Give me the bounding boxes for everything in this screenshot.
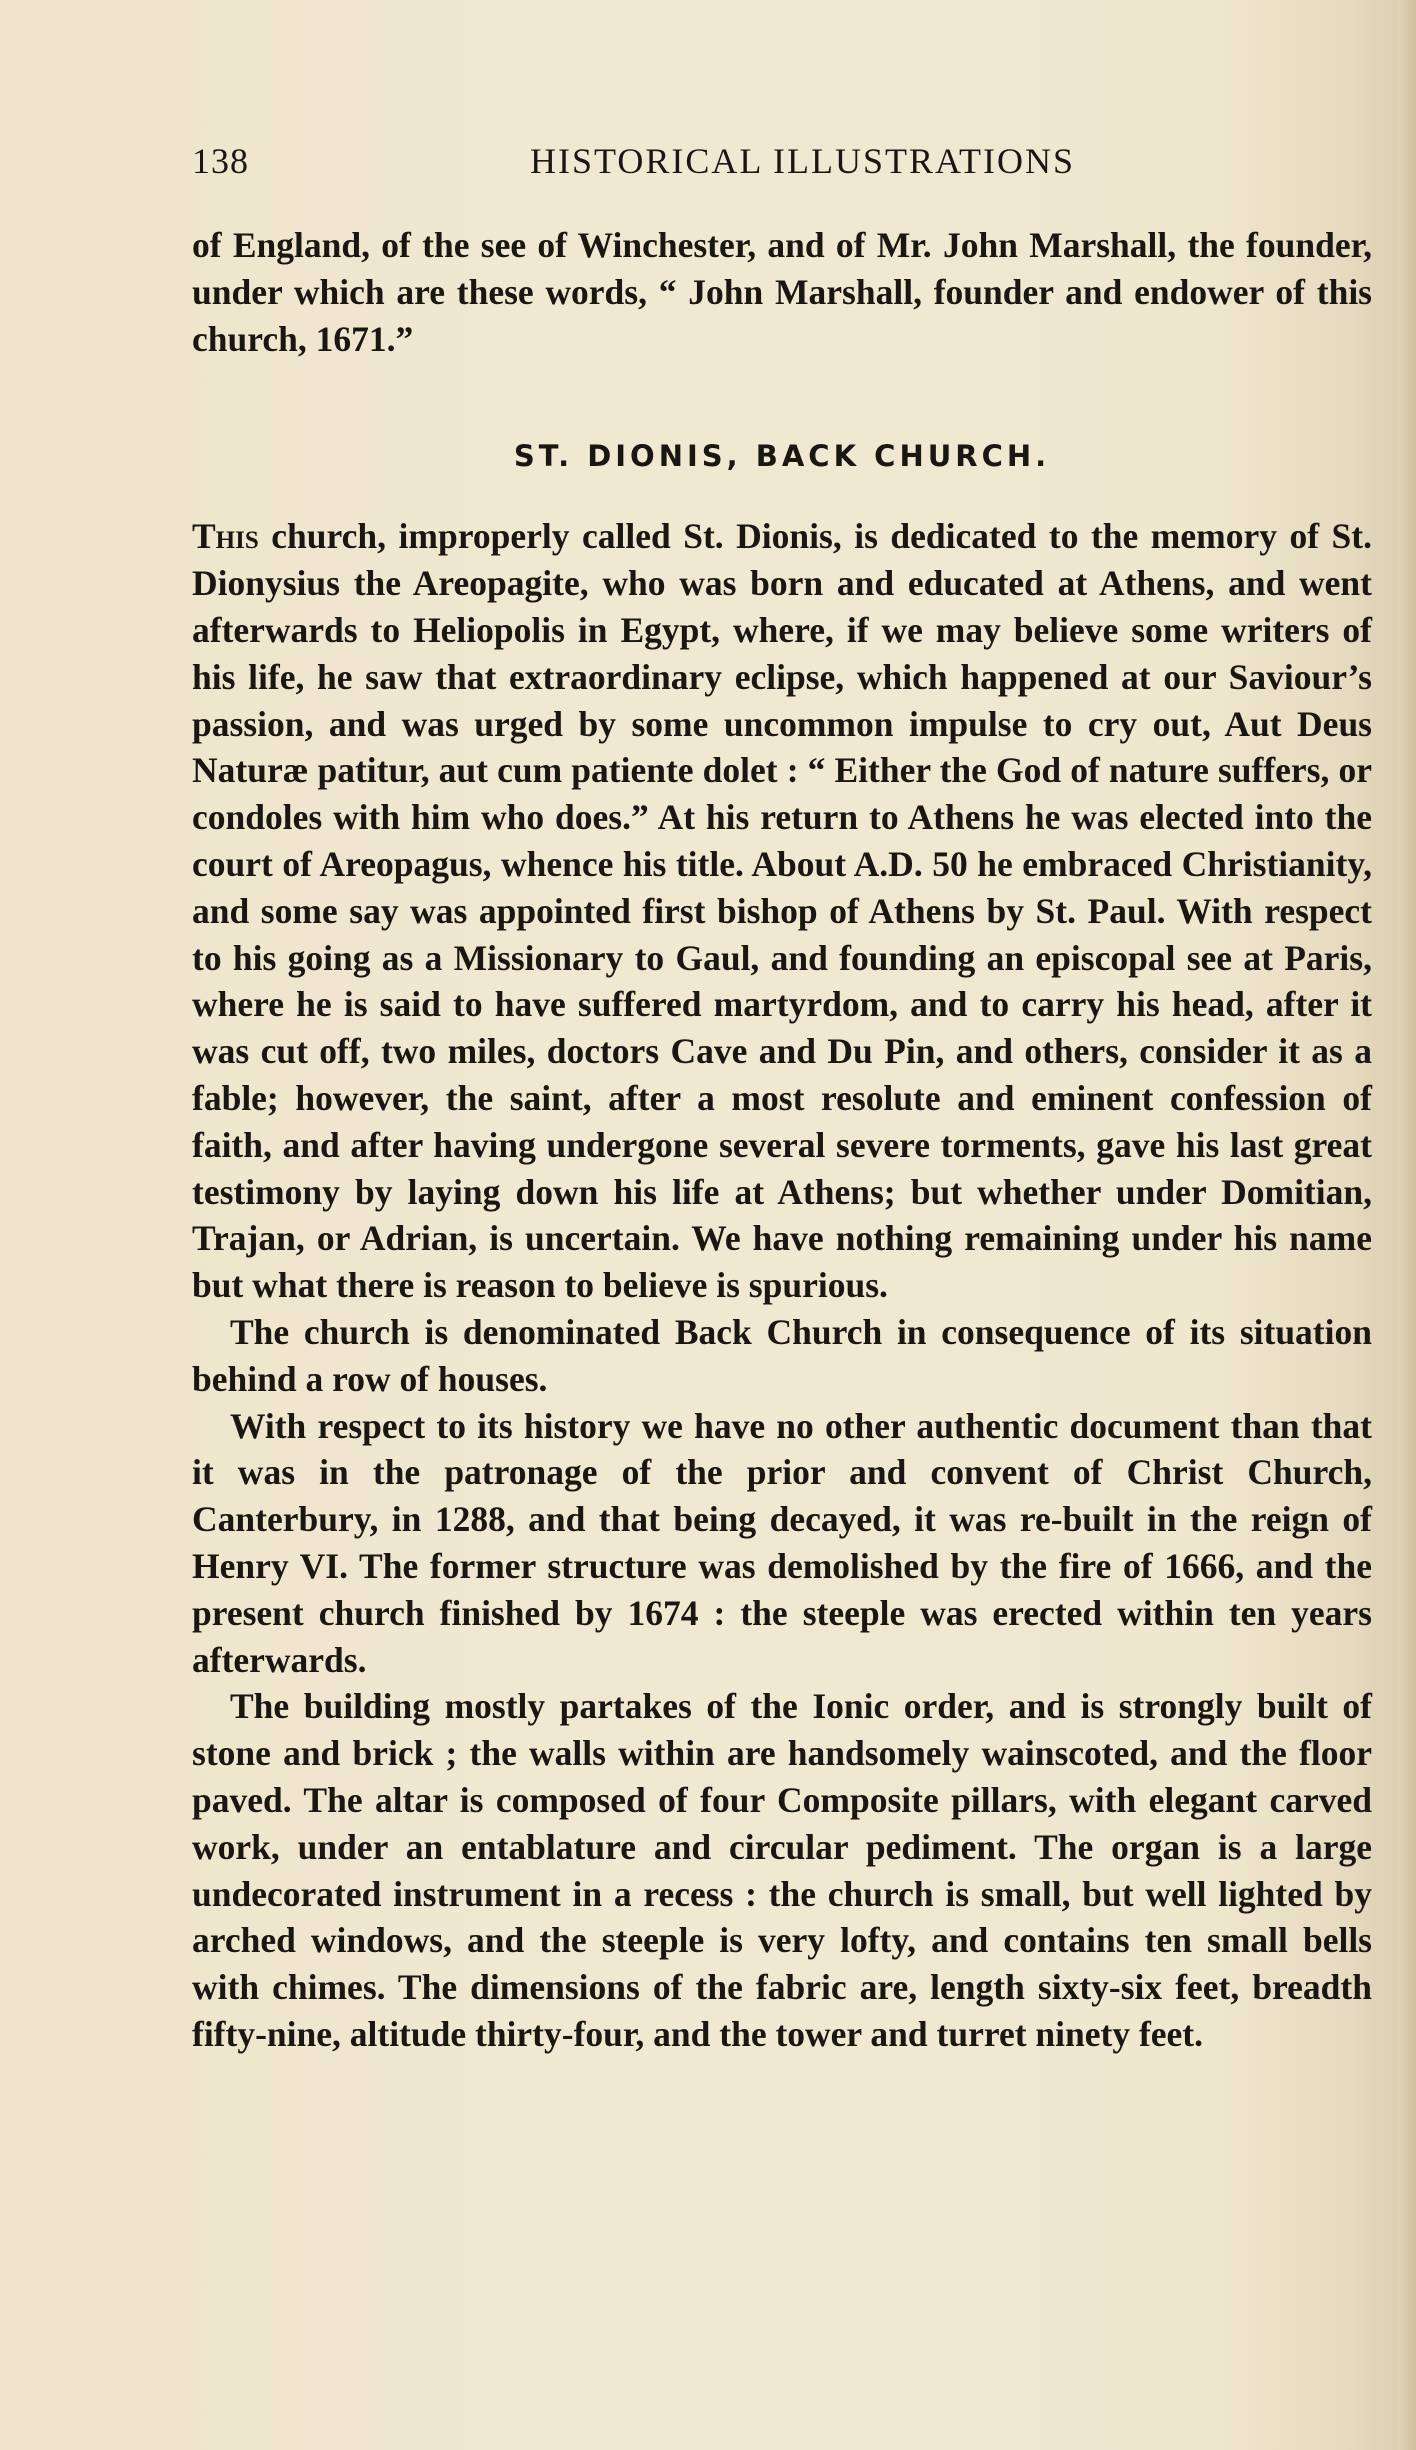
opening-paragraph: of England, of the see of Winchester, and of Mr. John Marshall, the founder, under which are these words, “ John Marshall, founder and endower of this church, 1671.” [192, 225, 1372, 359]
paragraph-back-church: The church is denominated Back Church in consequence of its situation behind a row of houses. [192, 1311, 1372, 1399]
page-number: 138 [192, 141, 249, 181]
paragraph-dionysius-text: church, improperly called St. Dionis, is dedicated to the memory of St. Dionysius the Areopagite, who was born and educated at Athens, and went afterwards to Heliopolis in Egypt, where, if we may believe some writers of his life, he saw that extraordinary eclipse, which happened at our Saviour’s passion, and was urged by some uncommon impulse to cry out, Aut Deus Naturæ patitur, aut cum patiente dolet : “ Either the God of nature suffers, or condoles with him who does.” At his return to Athens he was elected into the court of Areopagus, whence his title. About A.D. 50 he embraced Christianity, and some say was appointed first bishop of Athens by St. Paul. With respect to his going as a Missionary to Gaul, and founding an episcopal see at Paris, where he is said to have suffered martyrdom, and to carry his head, after it was cut off, two miles, doctors Cave and Du Pin, and others, consider it as a fable; however, the saint, after a most resolute and eminent confession of faith, and after having undergone several severe torments, gave his last great testimony by laying down his life at Athens; but whether under Domitian, Trajan, or Adrian, is uncertain. We have nothing remaining under his name but what there is reason to believe is spurious. [192, 516, 1372, 1306]
section-heading: ST. DIONIS, BACK CHURCH. [513, 439, 1051, 474]
paragraph-lead-word: This [192, 516, 259, 557]
paragraph-building: The building mostly partakes of the Ionic order, and is strongly built of stone and brick ; the walls within are handsomely wainscoted, and the floor paved. The altar is composed of four Composite pillars, with elegant carved work, under an entablature and circular pediment. The organ is a large undecorated instrument in a recess : the church is small, but well lighted by arched windows, and the steeple is very lofty, and contains ten small bells with chimes. The dimensions of the fabric are, length sixty-six feet, breadth fifty-nine, altitude thirty-four, and the tower and turret ninety feet. [192, 1686, 1372, 2054]
running-title: HISTORICAL ILLUSTRATIONS [530, 141, 1076, 181]
paragraph-dionysius [192, 513, 1372, 1309]
page-header [192, 140, 1372, 200]
body-text [192, 222, 1372, 2058]
paragraph-history: With respect to its history we have no other authentic document than that it was in the patronage of the prior and convent of Christ Church, Canterbury, in 1288, and that being decayed, it was re-built in the reign of Henry VI. The former structure was demolished by the fire of 1666, and the present church finished by 1674 : the steeple was erected within ten years afterwards. [192, 1405, 1372, 1680]
page-edge [1398, 0, 1416, 2450]
